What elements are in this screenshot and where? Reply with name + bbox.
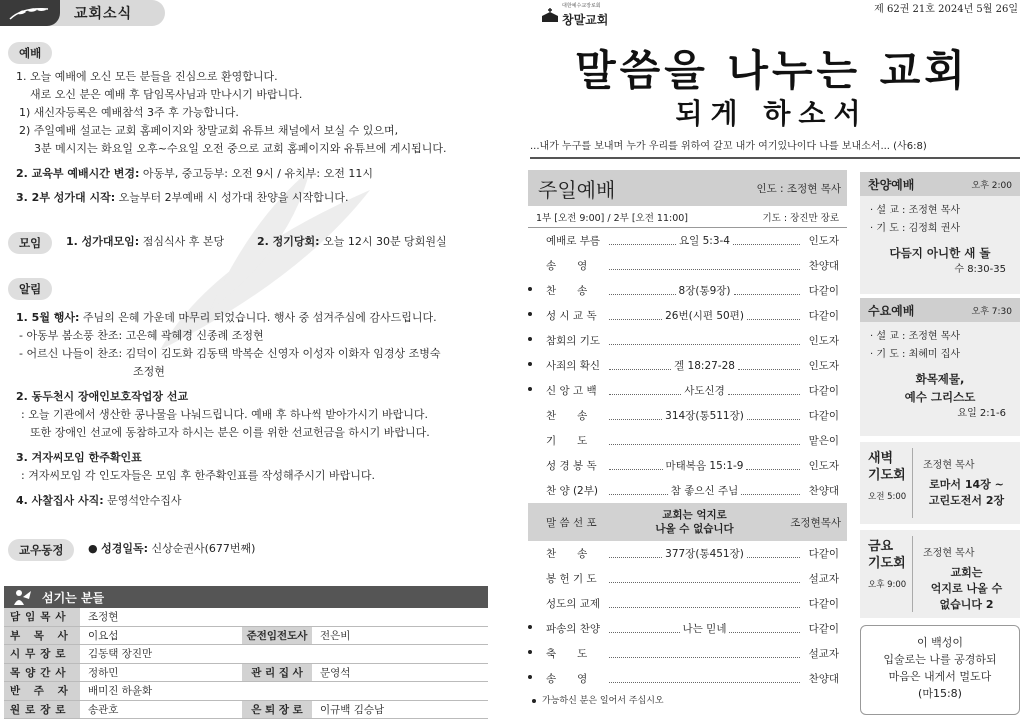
- staff-row: [4, 608, 488, 627]
- fellowship-label: 교우동정: [8, 539, 74, 561]
- leader-dots: [609, 287, 676, 295]
- sunday-service: [528, 170, 847, 706]
- quote-line-1: 이 백성이: [916, 636, 963, 649]
- order-person: 다같이: [808, 310, 840, 322]
- wednesday-time: 오후 7:30: [971, 306, 1012, 317]
- order-content: 377장(통451장): [665, 548, 744, 560]
- dawn-prayer: [860, 442, 1020, 524]
- order-content: 참 좋으신 주님: [670, 485, 739, 497]
- order-name: 사죄의 확신: [546, 360, 601, 372]
- left-page: [0, 0, 505, 720]
- meeting-item-1: 1. 성가대모임: 점심식사 후 본당: [66, 235, 225, 248]
- order-person: 인도자: [808, 460, 839, 472]
- friday-name-2: 기도회: [868, 556, 906, 571]
- praise-ref: 수 8:30-35: [954, 264, 1006, 275]
- staff-role-2: 관 리 집 사: [242, 664, 312, 682]
- friday-prayer: [860, 530, 1020, 618]
- praise-time: 오후 2:00: [971, 180, 1012, 191]
- staff-name: 김동택 장진만: [88, 648, 153, 661]
- sermon-row: [528, 503, 847, 541]
- staff-role-2: 은 퇴 장 로: [242, 701, 312, 719]
- order-item: [528, 403, 847, 428]
- divider: [530, 157, 1020, 159]
- standing-note: 가능하신 분은 일어서 주십시오: [528, 693, 847, 706]
- order-person: 맡은이: [808, 435, 839, 447]
- sermon-label: 말 씀 선 포: [546, 516, 597, 529]
- staff-row: [4, 701, 488, 720]
- order-content: 마태복음 15:1-9: [665, 460, 744, 472]
- staff-title: 섬기는 분들: [42, 590, 105, 605]
- friday-preacher: 조정현 목사: [923, 548, 975, 559]
- order-name: 파송의 찬양: [546, 623, 601, 635]
- notice-line-1: 1. 5월 행사: 주님의 은혜 가운데 마무리 되었습니다. 행사 중 섬겨주심에 감사드립니다.: [16, 311, 437, 324]
- wednesday-prayer: · 기 도 : 최혜미 집사: [870, 349, 961, 360]
- notice-label: 알림: [8, 278, 52, 300]
- order-content: 314장(통511장): [665, 410, 744, 422]
- staff-row: [4, 627, 488, 646]
- friday-name-1: 금요: [868, 539, 894, 554]
- order-name: 성 시 교 독: [546, 310, 597, 322]
- sunday-header: [528, 170, 847, 206]
- praise-sermon-title: 다듬지 아니한 새 돌: [889, 246, 991, 260]
- notice-line-5: 2. 동두천시 장애인보호작업장 선교: [16, 390, 189, 403]
- leader-dots: [609, 487, 668, 495]
- leader-dots: [747, 412, 800, 420]
- order-item: [528, 428, 847, 453]
- wednesday-ref: 요일 2:1-6: [957, 408, 1006, 419]
- staff-table: [4, 608, 488, 719]
- standing-bullet-icon: [528, 387, 532, 391]
- meeting-label: 모임: [8, 232, 52, 254]
- order-name: 성 경 봉 독: [546, 460, 597, 472]
- order-name: 참회의 기도: [546, 335, 601, 347]
- staff-row: [4, 645, 488, 664]
- order-person: 다같이: [808, 623, 840, 635]
- praise-prayer: · 기 도 : 김정희 권사: [870, 223, 961, 234]
- leader-dots: [609, 462, 663, 470]
- leader-dots: [609, 675, 800, 683]
- order-content: 겔 18:27-28: [674, 360, 735, 372]
- order-item: [528, 591, 847, 616]
- standing-bullet-icon: [528, 287, 532, 291]
- order-item: [528, 303, 847, 328]
- dawn-preacher: 조정현 목사: [923, 460, 975, 471]
- standing-bullet-icon: [528, 362, 532, 366]
- leader-dots: [609, 650, 800, 658]
- order-person: 다같이: [808, 548, 839, 560]
- sermon-preacher: 조정현목사: [790, 516, 841, 529]
- order-name: 성도의 교제: [546, 598, 601, 610]
- church-name: 창말교회: [562, 13, 609, 27]
- leader-dots: [609, 575, 800, 583]
- order-content: 요일 5:3-4: [679, 235, 730, 247]
- wednesday-preacher: · 설 교 : 조정현 목사: [870, 331, 961, 342]
- notice-line-4: 조정현: [133, 365, 165, 378]
- sunday-leader: 인도 : 조정현 목사: [756, 182, 841, 195]
- order-item: [528, 278, 847, 303]
- order-person: 인도자: [808, 360, 840, 372]
- order-person: 인도자: [808, 235, 839, 247]
- order-list-2: [528, 541, 847, 691]
- dawn-time: 오전 5:00: [868, 492, 907, 502]
- notice-line-2: - 아동부 봄소풍 찬조: 고은혜 곽혜경 신종례 조정현: [19, 329, 264, 342]
- quote-line-2: 입술로는 나를 공경하되: [883, 653, 997, 666]
- order-person: 찬양대: [808, 260, 839, 272]
- order-item: [528, 666, 847, 691]
- meeting-item-2: 2. 정기당회: 오늘 12시 30분 당회원실: [257, 235, 447, 248]
- staff-row: [4, 682, 488, 701]
- order-item: [528, 253, 847, 278]
- leader-dots: [609, 262, 800, 270]
- order-person: 다같이: [808, 385, 840, 397]
- order-item: [528, 478, 847, 503]
- order-content: 8장(통9장): [678, 285, 731, 297]
- staff-name: 송관호: [88, 703, 119, 716]
- order-item: [528, 616, 847, 641]
- order-item: [528, 541, 847, 566]
- staff-role-2: 준전임전도사: [242, 627, 312, 645]
- order-item: [528, 641, 847, 666]
- leader-dots: [747, 312, 800, 320]
- main-title: 말씀을 나누는 교회: [575, 46, 969, 95]
- leader-dots: [609, 362, 671, 370]
- order-person: 다같이: [808, 285, 840, 297]
- news-title: 교회소식: [74, 6, 133, 22]
- notice-line-7: 또한 장애인 선교에 동참하고자 하시는 분은 이를 위한 선교헌금을 하시기 바랍니다.: [30, 426, 430, 439]
- worship-line-2: 새로 오신 분은 예배 후 담임목사님과 만나시기 바랍니다.: [30, 88, 303, 101]
- notice-line-3: - 어르신 나들이 찬조: 김덕이 김도화 김동택 박복순 신영자 이성자 이화자 임경상 조병숙: [19, 347, 441, 360]
- staff-name: 조정현: [88, 611, 119, 624]
- order-content: 나는 믿네: [682, 623, 727, 635]
- order-list-1: [528, 228, 847, 503]
- notice-line-10: 4. 사찰집사 사직: 문영석안수집사: [16, 494, 182, 507]
- staff-row: [4, 664, 488, 683]
- dawn-text: 로마서 14장 ~ 고린도전서 2장: [928, 478, 1005, 507]
- notice-line-9: : 겨자씨모임 각 인도자들은 모임 후 한주확인표를 작성해주시기 바랍니다.: [21, 469, 375, 482]
- denomination: 대한예수교장로회: [562, 3, 601, 9]
- order-name: 송 영: [546, 260, 588, 272]
- order-name: 신 앙 고 백: [546, 385, 597, 397]
- standing-bullet-icon: [528, 625, 532, 629]
- order-name: 송 영: [546, 673, 588, 685]
- order-person: 찬양대: [808, 673, 839, 685]
- leader-dots: [609, 625, 680, 633]
- leader-dots: [728, 387, 800, 395]
- praise-title: 찬양예배: [868, 177, 915, 192]
- order-item: [528, 228, 847, 253]
- fellowship-item: ● 성경일독: 신상순권사(677번째): [88, 542, 256, 555]
- order-content: 26번(시편 50편): [665, 310, 744, 322]
- quote-box: [860, 625, 1020, 715]
- wednesday-sermon-title-1: 화목제물,: [915, 372, 965, 386]
- order-item: [528, 378, 847, 403]
- worship-line-6: 2. 교육부 예배시간 변경: 아동부, 중고등부: 오전 9시 / 유치부: 오전 11시: [16, 167, 373, 180]
- wednesday-sermon-title-2: 예수 그리스도: [904, 390, 976, 404]
- order-name: 예배로 부름: [546, 235, 601, 247]
- leader-dots: [609, 437, 800, 445]
- order-person: 다같이: [808, 598, 839, 610]
- staff-role: 시무장로: [4, 645, 80, 663]
- order-name: 찬 양 (2부): [546, 485, 598, 497]
- wednesday-service: [860, 298, 1020, 436]
- order-name: 축 도: [546, 648, 588, 660]
- order-item: [528, 328, 847, 353]
- leader-dots: [734, 287, 801, 295]
- praise-service: [860, 172, 1020, 294]
- praise-preacher: · 설 교 : 조정현 목사: [870, 205, 961, 216]
- dawn-name-2: 기도회: [868, 468, 906, 483]
- order-name: 찬 송: [546, 285, 588, 297]
- order-name: 찬 송: [546, 548, 588, 560]
- order-item: [528, 566, 847, 591]
- notice-line-8: 3. 겨자씨모임 한주확인표: [16, 451, 142, 464]
- staff-name: 이요섭: [88, 629, 119, 642]
- worship-line-7: 3. 2부 성가대 시작: 오늘부터 2부예배 시 성가대 찬양을 시작합니다.: [16, 191, 349, 204]
- leader-dots: [741, 487, 800, 495]
- people-icon: [14, 589, 32, 605]
- leader-dots: [733, 237, 800, 245]
- staff-name-2: 이규백 김승남: [320, 703, 385, 716]
- order-item: [528, 453, 847, 478]
- main-subtitle: 되게 하소서: [675, 97, 869, 130]
- notice-line-6: : 오늘 기관에서 생산한 콩나물을 나눠드립니다. 예배 후 하나씩 받아가시기 바랍니다.: [21, 408, 428, 421]
- order-person: 설교자: [808, 573, 839, 585]
- leader-dots: [729, 625, 800, 633]
- order-content: 사도신경: [684, 385, 725, 397]
- staff-name: 배미진 하윤화: [88, 685, 153, 698]
- friday-text: 교회는 억지로 나올 수 없습니다 2: [930, 566, 1003, 611]
- leader-dots: [609, 600, 800, 608]
- standing-bullet-icon: [528, 337, 532, 341]
- right-page: [520, 0, 1024, 720]
- issue-info: 제 62권 21호 2024년 5월 26일: [874, 4, 1018, 15]
- leader-dots: [609, 312, 662, 320]
- sunday-subheader: [528, 206, 847, 228]
- worship-line-5: 3분 메시지는 화요일 오후~수요일 오전 중으로 교회 홈페이지와 유튜브에 게시됩니다.: [34, 142, 447, 155]
- leader-dots: [746, 462, 800, 470]
- standing-bullet-icon: [528, 312, 532, 316]
- worship-line-1: 1. 오늘 예배에 오신 모든 분들을 진심으로 환영합니다.: [16, 70, 278, 83]
- leaf-icon: [0, 0, 60, 26]
- theme-verse: ...내가 누구를 보내며 누가 우리를 위하여 갈꼬 내가 여기있나이다 나를 보내소서... (사6:8): [530, 141, 927, 152]
- leader-dots: [609, 412, 662, 420]
- order-person: 인도자: [808, 335, 839, 347]
- wednesday-title: 수요예배: [868, 303, 915, 318]
- quote-line-3: 마음은 내게서 멀도다: [888, 670, 992, 683]
- order-person: 찬양대: [808, 485, 840, 497]
- staff-role: 원로장로: [4, 701, 80, 719]
- standing-bullet-icon: [528, 675, 532, 679]
- staff-name-2: 문영석: [320, 666, 351, 679]
- news-header: [0, 0, 165, 26]
- quote-line-4: (마15:8): [918, 687, 962, 700]
- order-name: 봉 헌 기 도: [546, 573, 597, 585]
- staff-role: 담임목사: [4, 608, 80, 626]
- order-person: 설교자: [808, 648, 839, 660]
- dawn-name-1: 새벽: [868, 451, 894, 466]
- sunday-times: 1부 [오전 9:00] / 2부 [오전 11:00]: [536, 212, 689, 224]
- worship-label: 예배: [8, 42, 52, 64]
- sunday-title: 주일예배: [538, 177, 616, 202]
- leader-dots: [738, 362, 800, 370]
- church-icon: [540, 7, 560, 23]
- sunday-prayer: 기도 : 장진만 장로: [762, 212, 839, 224]
- sermon-title: 교회는 억지로 나올 수 없습니다: [655, 509, 734, 535]
- friday-time: 오후 9:00: [868, 580, 907, 590]
- leader-dots: [609, 337, 800, 345]
- staff-name: 정하민: [88, 666, 119, 679]
- order-item: [528, 353, 847, 378]
- staff-role: 목양간사: [4, 664, 80, 682]
- leader-dots: [609, 387, 681, 395]
- staff-header: [4, 586, 488, 608]
- leader-dots: [747, 550, 800, 558]
- worship-line-3: 1) 새신자등록은 예배참석 3주 후 가능합니다.: [19, 106, 239, 119]
- standing-bullet-icon: [528, 650, 532, 654]
- order-name: 찬 송: [546, 410, 588, 422]
- order-person: 다같이: [808, 410, 839, 422]
- church-logo: [540, 2, 608, 28]
- staff-role: 반 주 자: [4, 682, 80, 700]
- leader-dots: [609, 237, 676, 245]
- order-name: 기 도: [546, 435, 588, 447]
- staff-role: 부 목 사: [4, 627, 80, 645]
- leader-dots: [609, 550, 662, 558]
- staff-name-2: 전은비: [320, 629, 351, 642]
- worship-line-4: 2) 주일예배 설교는 교회 홈페이지와 창말교회 유튜브 채널에서 보실 수 있으며,: [19, 124, 399, 137]
